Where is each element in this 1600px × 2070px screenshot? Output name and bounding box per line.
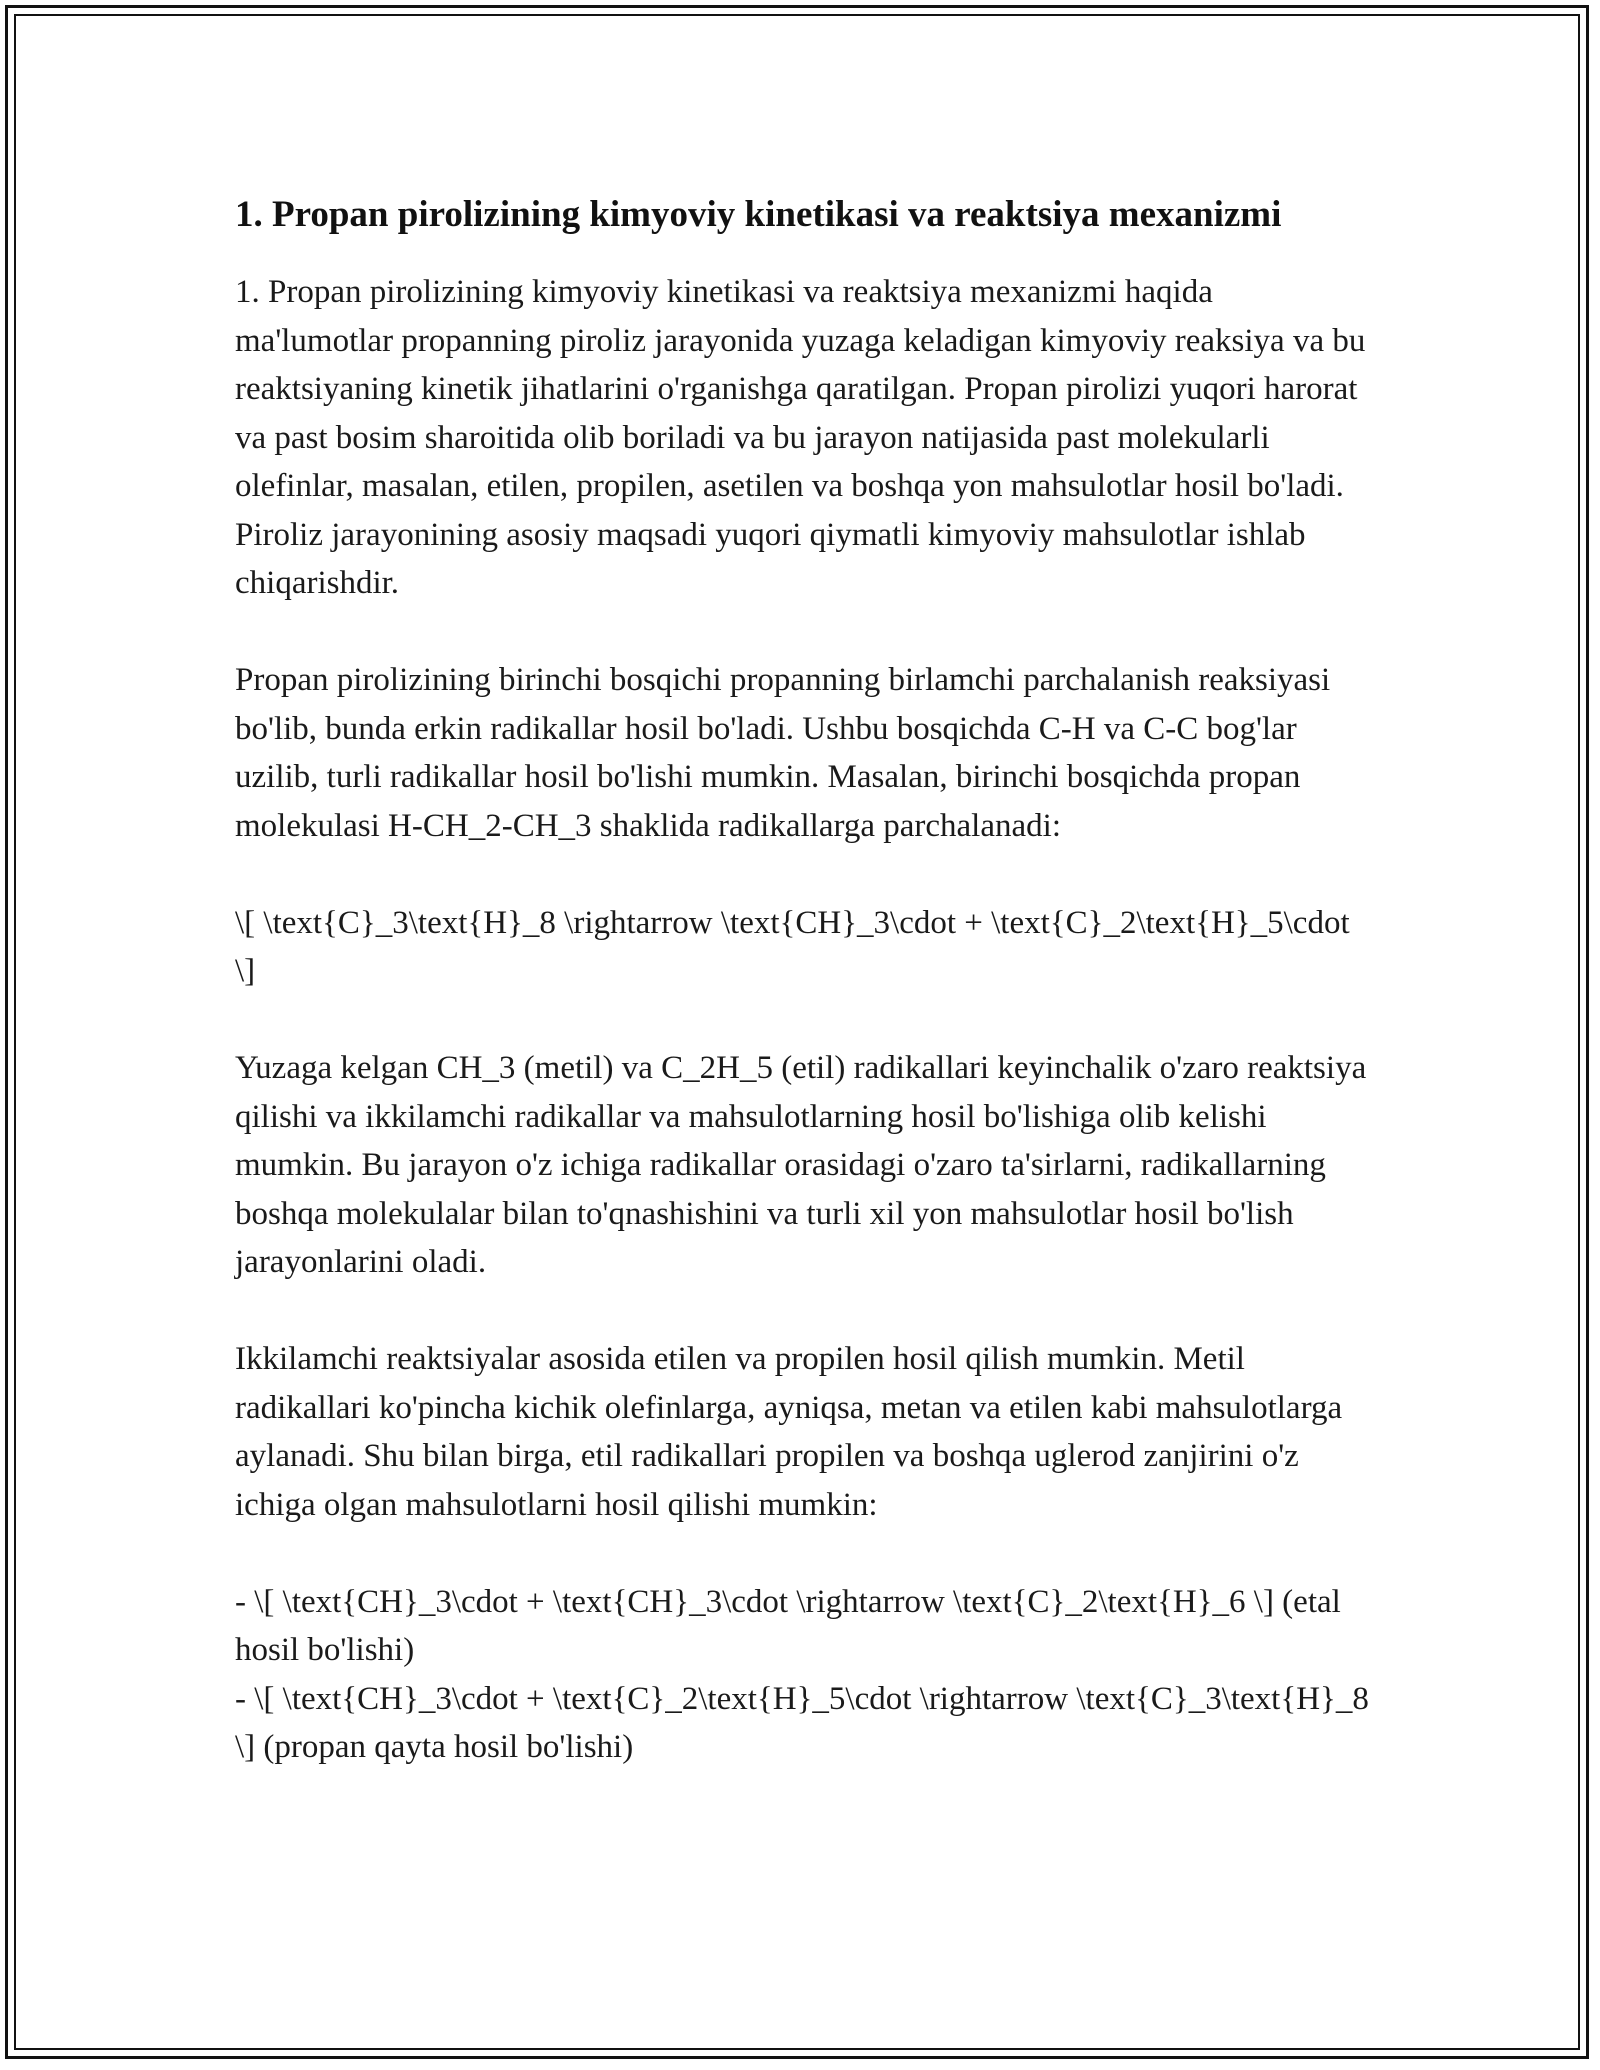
document-body <box>235 188 1375 1772</box>
section-heading: 1. Propan pirolizining kimyoviy kinetikasi va reaktsiya mexanizmi <box>235 194 1282 235</box>
equation-decomposition: \[ \text{C}_3\text{H}_8 \rightarrow \text{CH}_3\cdot + \text{C}_2\text{H}_5\cdot \] <box>235 904 1350 989</box>
paragraph-first-stage: Propan pirolizining birinchi bosqichi propanning birlamchi parchalanish reaksiyasi bo'lib, bunda erkin radikallar hosil bo'ladi. Ushbu bosqichda C-H va C-C bog'lar uzilib, turli radikallar hosil bo'lishi mumkin. Masalan, birinchi bosqichda propan molekulasi H-CH_2-CH_3 shaklida radikallarga parchalanadi: <box>235 662 1331 844</box>
paragraph-intro: 1. Propan pirolizining kimyoviy kinetikasi va reaktsiya mexanizmi haqida ma'lumotlar propanning piroliz jarayonida yuzaga keladigan kimyoviy reaksiya va bu reaktsiyaning kinetik jihatlarini o'rganishga qaratilgan. Propan pirolizi yuqori harorat va past bosim sharoitida olib boriladi va bu jarayon natijasida past molekularli olefinlar, masalan, etilen, propilen, asetilen va boshqa yon mahsulotlar hosil bo'ladi. Piroliz jarayonining asosiy maqsadi yuqori qiymatli kimyoviy mahsulotlar ishlab chiqarishdir. <box>235 274 1366 601</box>
paragraph-radicals: Yuzaga kelgan CH_3 (metil) va C_2H_5 (etil) radikallari keyinchalik o'zaro reaktsiya qilishi va ikkilamchi radikallar va mahsulotlarning hosil bo'lishiga olib kelishi mumkin. Bu jarayon o'z ichiga radikallar orasidagi o'zaro ta'sirlarni, radikallarning boshqa molekulalar bilan to'qnashishini va turli xil yon mahsulotlar hosil bo'lish jarayonlarini oladi. <box>235 1050 1367 1280</box>
paragraph-secondary-reactions: Ikkilamchi reaktsiyalar asosida etilen va propilen hosil qilish mumkin. Metil radikallari ko'pincha kichik olefinlarga, ayniqsa, metan va etilen kabi mahsulotlarga aylanadi. Shu bilan birga, etil radikallari propilen va boshqa uglerod zanjirini o'z ichiga olgan mahsulotlarni hosil qilishi mumkin: <box>235 1341 1343 1523</box>
reaction-list <box>235 1578 1375 1772</box>
list-item: - \[ \text{CH}_3\cdot + \text{C}_2\text{H}_5\cdot \rightarrow \text{C}_3\text{H}_8 \] (propan qayta hosil bo'lishi) <box>235 1680 1369 1765</box>
list-item: - \[ \text{CH}_3\cdot + \text{CH}_3\cdot \rightarrow \text{C}_2\text{H}_6 \] (etal hosil bo'lishi) <box>235 1583 1341 1668</box>
